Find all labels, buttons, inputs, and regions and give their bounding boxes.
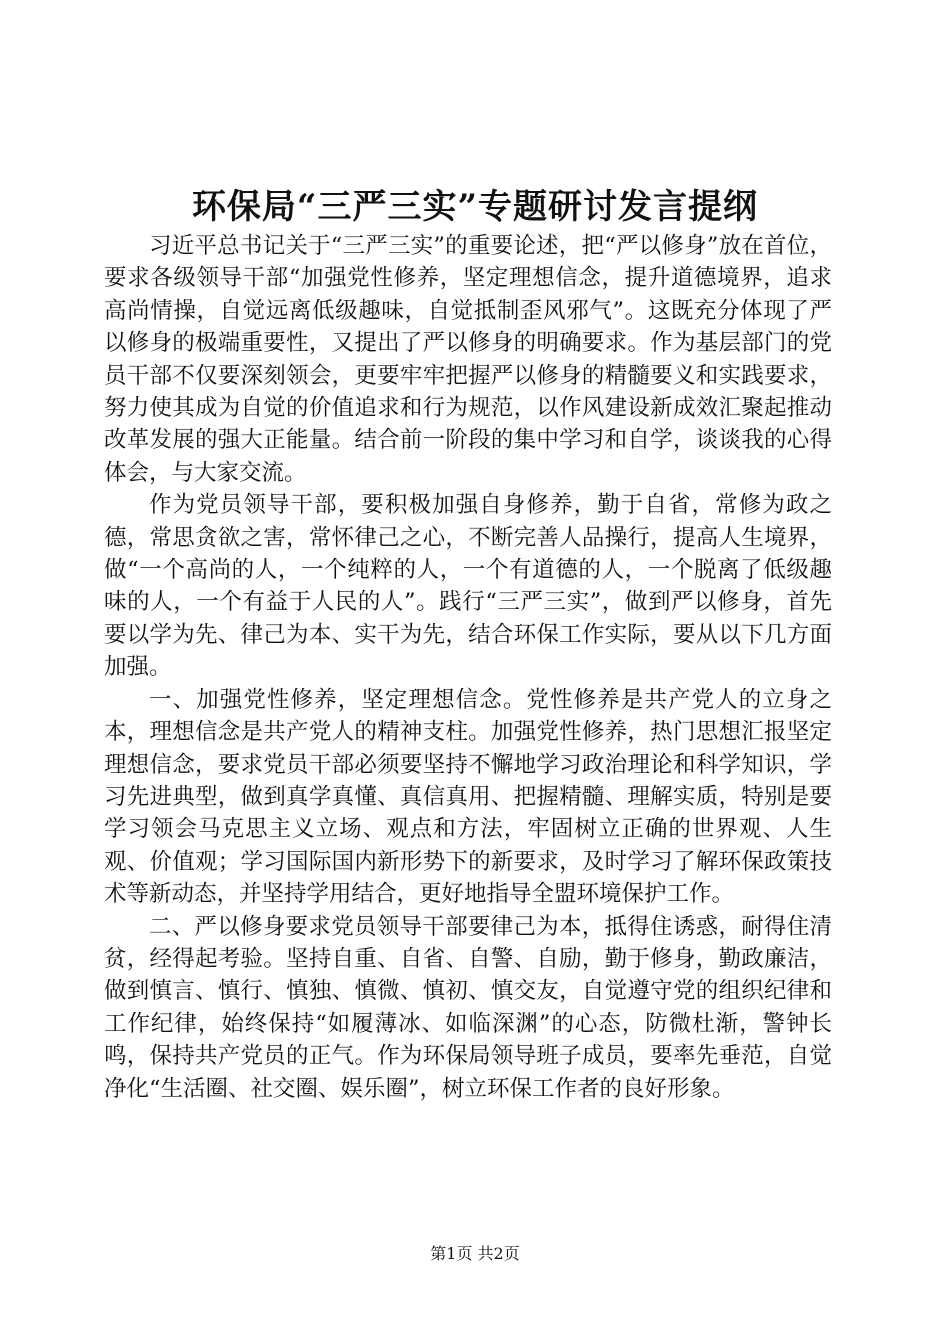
paragraph-point-two: 二、严以修身要求党员领导干部要律己为本，抵得住诱惑，耐得住清贫，经得起考验。坚持自重、自省、自警、自励，勤于修身，勤政廉洁，做到慎言、慎行、慎独、慎微、慎初、慎交友，自觉遵守党的组织纪律和工作纪律，始终保持“如履薄冰、如临深渊”的心态，防微杜渐，警钟长鸣，保持共产党员的正气。作为环保局领导班子成员，要率先垂范，自觉净化“生活圈、社交圈、娱乐圈”，树立环保工作者的良好形象。 [104,913,832,1102]
paragraph-intro: 习近平总书记关于“三严三实”的重要论述，把“严以修身”放在首位，要求各级领导干部“加强党性修养，坚定理想信念，提升道德境界，追求高尚情操，自觉远离低级趣味，自觉抵制歪风邪气”。这既充分体现了严以修身的极端重要性，又提出了严以修身的明确要求。作为基层部门的党员干部不仅要深刻领会，更要牢牢把握严以修身的精髓要义和实践要求，努力使其成为自觉的价值追求和行为规范，以作风建设新成效汇聚起推动改革发展的强大正能量。结合前一阶段的集中学习和自学，谈谈我的心得体会，与大家交流。 [104,233,832,486]
page-number-footer: 第1页 共2页 [430,1244,520,1263]
paragraph-point-one: 一、加强党性修养，坚定理想信念。党性修养是共产党人的立身之本，理想信念是共产党人的精神支柱。加强党性修养，热门思想汇报坚定理想信念，要求党员干部必须要坚持不懈地学习政治理论和科学知识，学习先进典型，做到真学真懂、真信真用、把握精髓、理解实质，特别是要学习领会马克思主义立场、观点和方法，牢固树立正确的世界观、人生观、价值观；学习国际国内新形势下的新要求，及时学习了解环保政策技术等新动态，并坚持学用结合，更好地指导全盟环境保护工作。 [104,686,832,908]
document-body [104,230,832,1105]
paragraph-self-cultivation: 作为党员领导干部，要积极加强自身修养，勤于自省，常修为政之德，常思贪欲之害，常怀律己之心，不断完善人品操行，提高人生境界，做“一个高尚的人，一个纯粹的人，一个有道德的人，一个脱离了低级趣味的人，一个有益于人民的人”。践行“三严三实”，做到严以修身，首先要以学为先、律己为本、实干为先，结合环保工作实际，要从以下几方面加强。 [104,492,832,681]
document-title: 环保局“三严三实”专题研讨发言提纲 [191,187,759,227]
